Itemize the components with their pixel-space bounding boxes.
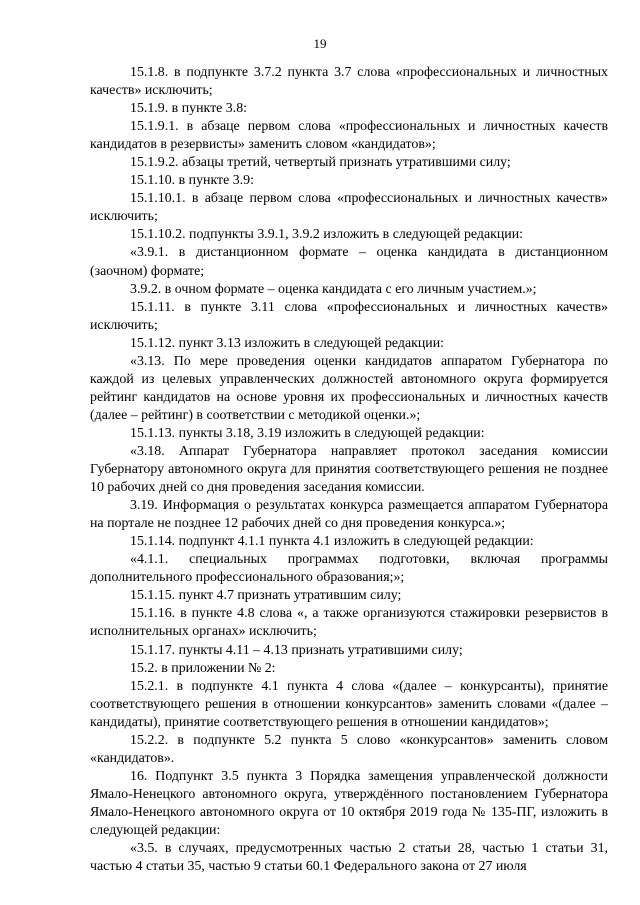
paragraph: 15.1.9.1. в абзаце первом слова «профессиональных и личностных качеств кандидатов в резервисты» заменить словом «кандидатов»; [90,119,608,153]
paragraph: 15.2.1. в подпункте 4.1 пункта 4 слова «(далее – конкурсанты), принятие соответствующего решения в отношении конкурсантов» заменить словами «(далее – кандидаты), принятие соответствующего решения в отношении кандидатов»; [90,678,608,730]
paragraph: «3.13. По мере проведения оценки кандидатов аппаратом Губернатора по каждой из целевых управленческих должностей автономного округа формируется рейтинг кандидатов на основе уровня их профессиональных и личностных качеств (далее – рейтинг) в соответствии с методикой оценки.»; [90,353,608,423]
paragraph: 15.1.10.2. подпункты 3.9.1, 3.9.2 изложить в следующей редакции: [130,227,524,243]
page-number: 19 [313,36,327,51]
paragraph: 15.1.14. подпункт 4.1.1 пункта 4.1 изложить в следующей редакции: [130,534,534,550]
paragraph: 15.1.15. пункт 4.7 признать утратившим силу; [130,588,402,604]
paragraph: 3.9.2. в очном формате – оценка кандидата с его личным участием.»; [130,281,537,297]
paragraph: 15.2. в приложении № 2: [130,660,276,676]
document-body [90,64,608,876]
paragraph: 15.1.9.2. абзацы третий, четвертый признать утратившими силу; [130,155,511,171]
paragraph: «3.5. в случаях, предусмотренных частью 2 статьи 28, частью 1 статьи 31, частью 4 статьи 35, частью 9 статьи 60.1 Федерального закона от 27 июля [90,841,608,875]
paragraph: «3.9.1. в дистанционном формате – оценка кандидата в дистанционном (заочном) формате; [90,245,608,279]
paragraph: «3.18. Аппарат Губернатора направляет протокол заседания комиссии Губернатору автономного округа для принятия соответствующего решения не позднее 10 рабочих дней со дня проведения заседания комиссии. [90,443,608,496]
paragraph: 15.1.9. в пункте 3.8: [130,101,248,117]
paragraph: 15.2.2. в подпункте 5.2 пункта 5 слово «конкурсантов» заменить словом «кандидатов». [90,732,608,766]
paragraph: 15.1.13. пункты 3.18, 3.19 изложить в следующей редакции: [130,425,485,441]
paragraph: 15.1.17. пункты 4.11 – 4.13 признать утратившими силу; [130,642,463,658]
paragraph: 15.1.11. в пункте 3.11 слова «профессиональных и личностных качеств» исключить; [90,299,608,333]
paragraph: «4.1.1. специальных программах подготовки, включая программы дополнительного профессионального образования;»; [90,552,608,586]
paragraph: 3.19. Информация о результатах конкурса размещается аппаратом Губернатора на портале не позднее 12 рабочих дней со дня проведения конкурса.»; [90,498,608,532]
paragraph: 15.1.16. в пункте 4.8 слова «, а также организуются стажировки резервистов в исполнительных органах» исключить; [90,606,608,640]
paragraph: 15.1.12. пункт 3.13 изложить в следующей редакции: [130,335,445,351]
paragraph: 16. Подпункт 3.5 пункта 3 Порядка замещения управленческой должности Ямало-Ненецкого автономного округа, утверждённого постановлением Губернатора Ямало-Ненецкого автономного округа от 10 октября 2019 года № 135-ПГ, изложить в следующей редакции: [90,768,608,838]
paragraph: 15.1.8. в подпункте 3.7.2 пункта 3.7 слова «профессиональных и личностных качеств» исключить; [90,65,608,99]
paragraph: 15.1.10. в пункте 3.9: [130,173,254,189]
paragraph: 15.1.10.1. в абзаце первом слова «профессиональных и личностных качеств» исключить; [90,191,608,225]
